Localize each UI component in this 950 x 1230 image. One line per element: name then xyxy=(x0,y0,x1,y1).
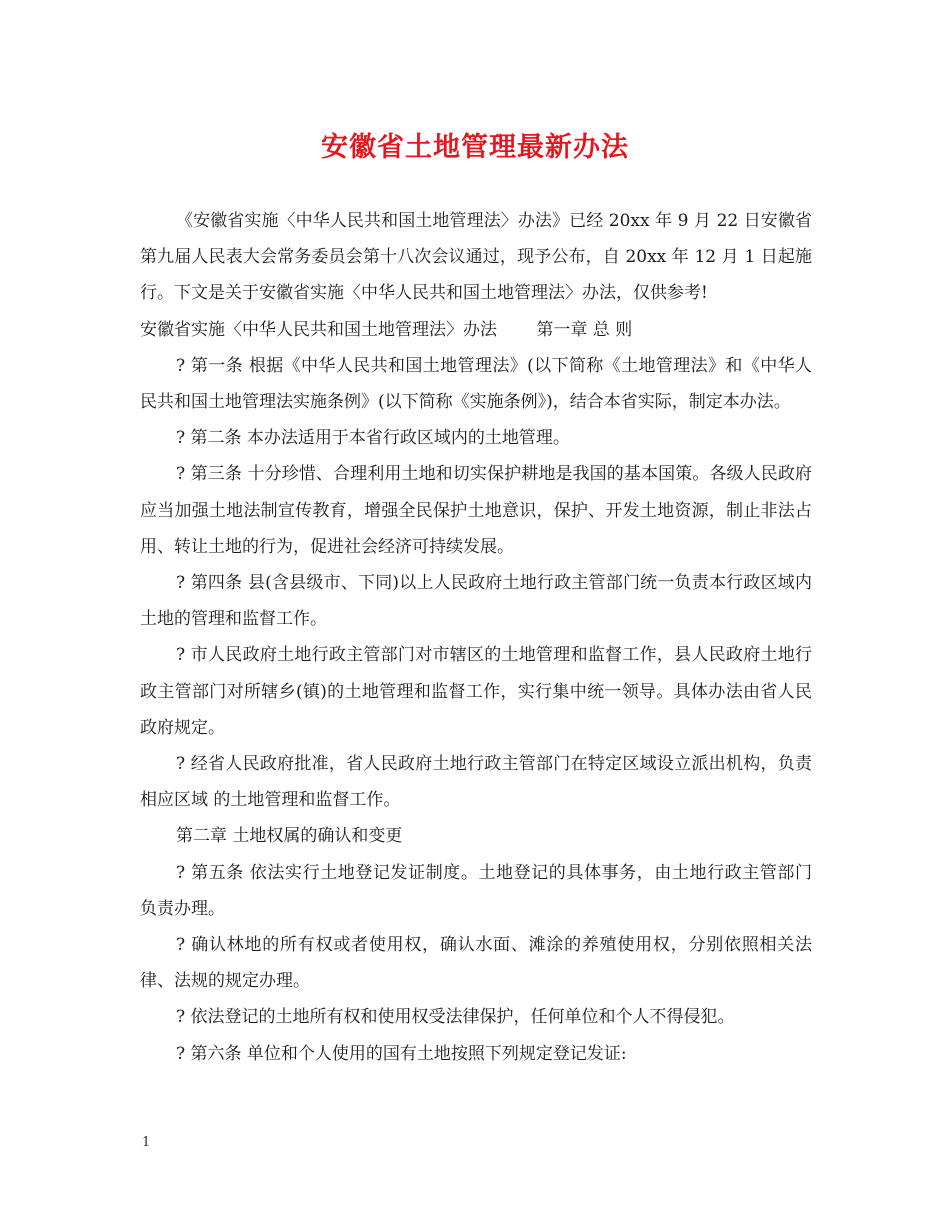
article-4-clause-3-paragraph: ? 经省人民政府批准，省人民政府土地行政主管部门在特定区域设立派出机构，负责相应区域 的土地管理和监督工作。 xyxy=(140,754,812,811)
article-5-clause-3-paragraph: ? 依法登记的土地所有权和使用权受法律保护，任何单位和个人不得侵犯。 xyxy=(176,1007,735,1028)
article-4-clause-2-paragraph: ? 市人民政府土地行政主管部门对市辖区的土地管理和监督工作，县人民政府土地行政主管部门对所辖乡(镇)的土地管理和监督工作，实行集中统一领导。具体办法由省人民政府规定。 xyxy=(140,645,812,738)
intro-paragraph: 《安徽省实施〈中华人民共和国土地管理法〉办法》已经 20xx 年 9 月 22 日安徽省第九届人民表大会常务委员会第十八次会议通过，现予公布，自 20xx 年 12 月 1 日起施行。下文是关于安徽省实施〈中华人民共和国土地管理法〉办法，仅供参考! xyxy=(140,211,812,304)
chapter-two-heading: 第二章 土地权属的确认和变更 xyxy=(176,826,403,847)
article-5-paragraph: ? 第五条 依法实行土地登记发证制度。土地登记的具体事务，由土地行政主管部门 负责办理。 xyxy=(140,862,812,919)
article-3-paragraph: ? 第三条 十分珍惜、合理利用土地和切实保护耕地是我国的基本国策。各级人民政府应当加强土地法制宣传教育，增强全民保护土地意识，保护、开发土地资源，制止非法占用、转让土地的行为，促进社会经济可持续发展。 xyxy=(140,464,812,557)
chapter-one-heading: 安徽省实施〈中华人民共和国土地管理法〉办法 第一章 总 则 xyxy=(140,319,633,340)
page-number: 1 xyxy=(142,1135,151,1150)
article-5-clause-2-paragraph: ? 确认林地的所有权或者使用权，确认水面、滩涂的养殖使用权，分别依照相关法律、法规的规定办理。 xyxy=(140,935,812,992)
article-6-paragraph: ? 第六条 单位和个人使用的国有土地按照下列规定登记发证: xyxy=(176,1043,627,1064)
article-2-paragraph: ? 第二条 本办法适用于本省行政区域内的土地管理。 xyxy=(176,428,570,449)
document-title: 安徽省土地管理最新办法 xyxy=(321,132,629,163)
document-body xyxy=(140,203,812,1072)
article-4-paragraph: ? 第四条 县(含县级市、下同)以上人民政府土地行政主管部门统一负责本行政区域内土地的管理和监督工作。 xyxy=(140,573,812,630)
article-1-paragraph: ? 第一条 根据《中华人民共和国土地管理法》(以下简称《土地管理法》和《中华人民共和国土地管理法实施条例》(以下简称《实施条例》)，结合本省实际，制定本办法。 xyxy=(140,355,812,413)
